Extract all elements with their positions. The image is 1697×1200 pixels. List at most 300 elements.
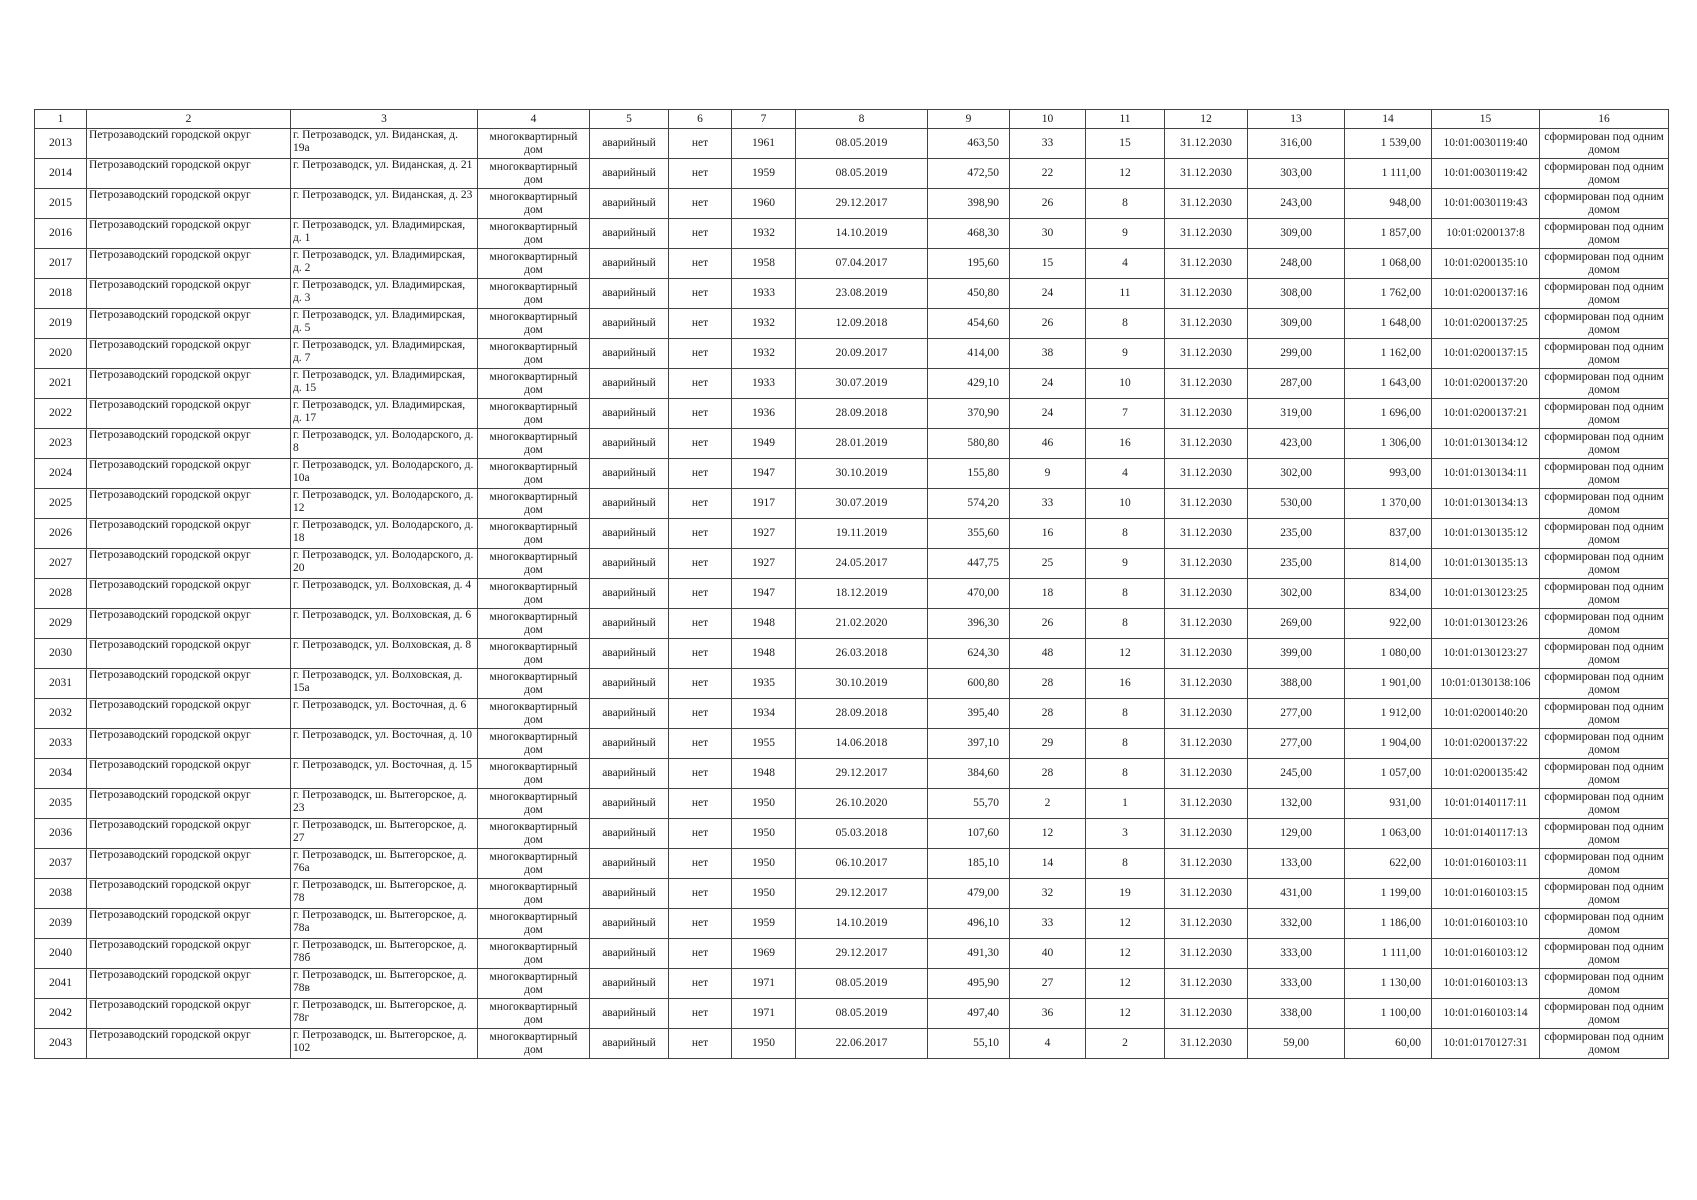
address-cell: г. Петрозаводск, ул. Владимирская, д. 17 (291, 399, 478, 429)
relocation-deadline-cell: 31.12.2030 (1165, 699, 1248, 729)
column-number-cell: 3 (291, 110, 478, 129)
recognition-date-cell: 29.12.2017 (796, 189, 928, 219)
recognition-date-cell: 18.12.2019 (796, 579, 928, 609)
total-area-cell: 396,30 (928, 609, 1010, 639)
building-type-cell: многоквартирный дом (478, 219, 590, 249)
residents-count-cell: 12 (1010, 819, 1086, 849)
condition-cell: аварийный (590, 909, 669, 939)
condition-cell: аварийный (590, 429, 669, 459)
column-number-cell: 7 (732, 110, 796, 129)
cadastral-number-cell: 10:01:0130134:12 (1432, 429, 1540, 459)
year-built-cell: 1950 (732, 1029, 796, 1059)
residents-count-cell: 26 (1010, 609, 1086, 639)
table-row (35, 549, 1669, 579)
column-number-cell: 6 (669, 110, 732, 129)
address-cell: г. Петрозаводск, ул. Владимирская, д. 3 (291, 279, 478, 309)
cadastral-value-cell: 834,00 (1345, 579, 1432, 609)
municipality-cell: Петрозаводский городской округ (87, 729, 291, 759)
condition-cell: аварийный (590, 309, 669, 339)
building-type-cell: многоквартирный дом (478, 759, 590, 789)
municipality-cell: Петрозаводский городской округ (87, 489, 291, 519)
residents-count-cell: 48 (1010, 639, 1086, 669)
building-type-cell: многоквартирный дом (478, 519, 590, 549)
recognition-date-cell: 28.01.2019 (796, 429, 928, 459)
municipality-cell: Петрозаводский городской округ (87, 339, 291, 369)
address-cell: г. Петрозаводск, ул. Волховская, д. 6 (291, 609, 478, 639)
condition-cell: аварийный (590, 1029, 669, 1059)
table-row (35, 489, 1669, 519)
row-number-cell: 2028 (35, 579, 87, 609)
municipality-cell: Петрозаводский городской округ (87, 939, 291, 969)
cadastral-value-cell: 1 199,00 (1345, 879, 1432, 909)
condition-cell: аварийный (590, 849, 669, 879)
year-built-cell: 1950 (732, 819, 796, 849)
address-cell: г. Петрозаводск, ул. Володарского, д. 10а (291, 459, 478, 489)
apartments-count-cell: 12 (1086, 639, 1165, 669)
land-plot-status-cell: сформирован под одним домом (1540, 909, 1669, 939)
table-row (35, 669, 1669, 699)
land-area-cell: 299,00 (1248, 339, 1345, 369)
year-built-cell: 1932 (732, 339, 796, 369)
condition-cell: аварийный (590, 579, 669, 609)
residents-count-cell: 30 (1010, 219, 1086, 249)
land-plot-status-cell: сформирован под одним домом (1540, 609, 1669, 639)
relocation-deadline-cell: 31.12.2030 (1165, 909, 1248, 939)
year-built-cell: 1949 (732, 429, 796, 459)
table-row (35, 999, 1669, 1029)
building-type-cell: многоквартирный дом (478, 189, 590, 219)
apartments-count-cell: 1 (1086, 789, 1165, 819)
address-cell: г. Петрозаводск, ш. Вытегорское, д. 76а (291, 849, 478, 879)
recognition-date-cell: 30.10.2019 (796, 459, 928, 489)
residents-count-cell: 24 (1010, 399, 1086, 429)
land-area-cell: 319,00 (1248, 399, 1345, 429)
total-area-cell: 395,40 (928, 699, 1010, 729)
cadastral-number-cell: 10:01:0030119:42 (1432, 159, 1540, 189)
relocation-deadline-cell: 31.12.2030 (1165, 369, 1248, 399)
apartments-count-cell: 12 (1086, 159, 1165, 189)
apartments-count-cell: 8 (1086, 849, 1165, 879)
cadastral-value-cell: 1 111,00 (1345, 939, 1432, 969)
residents-count-cell: 29 (1010, 729, 1086, 759)
land-area-cell: 277,00 (1248, 699, 1345, 729)
recognition-date-cell: 30.10.2019 (796, 669, 928, 699)
condition-cell: аварийный (590, 609, 669, 639)
relocation-deadline-cell: 31.12.2030 (1165, 609, 1248, 639)
relocation-flag-cell: нет (669, 279, 732, 309)
housing-register-table (34, 109, 1669, 1059)
cadastral-number-cell: 10:01:0200137:15 (1432, 339, 1540, 369)
row-number-cell: 2015 (35, 189, 87, 219)
cadastral-value-cell: 1 068,00 (1345, 249, 1432, 279)
municipality-cell: Петрозаводский городской округ (87, 579, 291, 609)
municipality-cell: Петрозаводский городской округ (87, 309, 291, 339)
address-cell: г. Петрозаводск, ул. Восточная, д. 10 (291, 729, 478, 759)
year-built-cell: 1971 (732, 999, 796, 1029)
row-number-cell: 2040 (35, 939, 87, 969)
relocation-flag-cell: нет (669, 759, 732, 789)
column-number-cell: 1 (35, 110, 87, 129)
residents-count-cell: 14 (1010, 849, 1086, 879)
address-cell: г. Петрозаводск, ул. Володарского, д. 8 (291, 429, 478, 459)
municipality-cell: Петрозаводский городской округ (87, 909, 291, 939)
cadastral-number-cell: 10:01:0200135:10 (1432, 249, 1540, 279)
residents-count-cell: 46 (1010, 429, 1086, 459)
year-built-cell: 1950 (732, 879, 796, 909)
recognition-date-cell: 24.05.2017 (796, 549, 928, 579)
relocation-flag-cell: нет (669, 939, 732, 969)
relocation-deadline-cell: 31.12.2030 (1165, 129, 1248, 159)
cadastral-number-cell: 10:01:0200135:42 (1432, 759, 1540, 789)
residents-count-cell: 22 (1010, 159, 1086, 189)
year-built-cell: 1971 (732, 969, 796, 999)
year-built-cell: 1960 (732, 189, 796, 219)
apartments-count-cell: 3 (1086, 819, 1165, 849)
relocation-flag-cell: нет (669, 369, 732, 399)
cadastral-number-cell: 10:01:0130123:27 (1432, 639, 1540, 669)
cadastral-value-cell: 1 057,00 (1345, 759, 1432, 789)
total-area-cell: 479,00 (928, 879, 1010, 909)
cadastral-value-cell: 60,00 (1345, 1029, 1432, 1059)
year-built-cell: 1948 (732, 759, 796, 789)
apartments-count-cell: 8 (1086, 519, 1165, 549)
cadastral-value-cell: 837,00 (1345, 519, 1432, 549)
building-type-cell: многоквартирный дом (478, 579, 590, 609)
table-row (35, 1029, 1669, 1059)
apartments-count-cell: 8 (1086, 609, 1165, 639)
year-built-cell: 1917 (732, 489, 796, 519)
column-number-cell: 12 (1165, 110, 1248, 129)
land-plot-status-cell: сформирован под одним домом (1540, 999, 1669, 1029)
land-plot-status-cell: сформирован под одним домом (1540, 549, 1669, 579)
total-area-cell: 384,60 (928, 759, 1010, 789)
building-type-cell: многоквартирный дом (478, 549, 590, 579)
address-cell: г. Петрозаводск, ш. Вытегорское, д. 78а (291, 909, 478, 939)
cadastral-number-cell: 10:01:0200137:21 (1432, 399, 1540, 429)
cadastral-number-cell: 10:01:0160103:12 (1432, 939, 1540, 969)
relocation-flag-cell: нет (669, 459, 732, 489)
municipality-cell: Петрозаводский городской округ (87, 189, 291, 219)
row-number-cell: 2020 (35, 339, 87, 369)
residents-count-cell: 15 (1010, 249, 1086, 279)
relocation-deadline-cell: 31.12.2030 (1165, 969, 1248, 999)
cadastral-number-cell: 10:01:0200137:20 (1432, 369, 1540, 399)
cadastral-value-cell: 1 063,00 (1345, 819, 1432, 849)
land-plot-status-cell: сформирован под одним домом (1540, 489, 1669, 519)
municipality-cell: Петрозаводский городской округ (87, 279, 291, 309)
condition-cell: аварийный (590, 459, 669, 489)
relocation-flag-cell: нет (669, 399, 732, 429)
table-row (35, 909, 1669, 939)
table-row (35, 879, 1669, 909)
year-built-cell: 1947 (732, 579, 796, 609)
table-row (35, 819, 1669, 849)
address-cell: г. Петрозаводск, ш. Вытегорское, д. 78 (291, 879, 478, 909)
condition-cell: аварийный (590, 399, 669, 429)
table-row (35, 249, 1669, 279)
address-cell: г. Петрозаводск, ул. Володарского, д. 20 (291, 549, 478, 579)
building-type-cell: многоквартирный дом (478, 339, 590, 369)
apartments-count-cell: 8 (1086, 759, 1165, 789)
relocation-flag-cell: нет (669, 999, 732, 1029)
apartments-count-cell: 8 (1086, 189, 1165, 219)
recognition-date-cell: 20.09.2017 (796, 339, 928, 369)
row-number-cell: 2026 (35, 519, 87, 549)
land-plot-status-cell: сформирован под одним домом (1540, 129, 1669, 159)
total-area-cell: 497,40 (928, 999, 1010, 1029)
row-number-cell: 2030 (35, 639, 87, 669)
total-area-cell: 55,10 (928, 1029, 1010, 1059)
table-row (35, 339, 1669, 369)
address-cell: г. Петрозаводск, ш. Вытегорское, д. 78б (291, 939, 478, 969)
condition-cell: аварийный (590, 369, 669, 399)
address-cell: г. Петрозаводск, ул. Владимирская, д. 2 (291, 249, 478, 279)
cadastral-number-cell: 10:01:0170127:31 (1432, 1029, 1540, 1059)
relocation-deadline-cell: 31.12.2030 (1165, 999, 1248, 1029)
municipality-cell: Петрозаводский городской округ (87, 249, 291, 279)
row-number-cell: 2027 (35, 549, 87, 579)
land-area-cell: 59,00 (1248, 1029, 1345, 1059)
total-area-cell: 624,30 (928, 639, 1010, 669)
apartments-count-cell: 12 (1086, 939, 1165, 969)
condition-cell: аварийный (590, 759, 669, 789)
land-plot-status-cell: сформирован под одним домом (1540, 729, 1669, 759)
residents-count-cell: 2 (1010, 789, 1086, 819)
total-area-cell: 398,90 (928, 189, 1010, 219)
column-number-cell: 16 (1540, 110, 1669, 129)
land-area-cell: 302,00 (1248, 579, 1345, 609)
table-row (35, 609, 1669, 639)
land-plot-status-cell: сформирован под одним домом (1540, 579, 1669, 609)
relocation-flag-cell: нет (669, 609, 732, 639)
land-area-cell: 399,00 (1248, 639, 1345, 669)
land-plot-status-cell: сформирован под одним домом (1540, 339, 1669, 369)
cadastral-number-cell: 10:01:0130134:13 (1432, 489, 1540, 519)
address-cell: г. Петрозаводск, ул. Володарского, д. 12 (291, 489, 478, 519)
row-number-cell: 2039 (35, 909, 87, 939)
column-number-cell: 8 (796, 110, 928, 129)
recognition-date-cell: 26.03.2018 (796, 639, 928, 669)
row-number-cell: 2018 (35, 279, 87, 309)
residents-count-cell: 26 (1010, 309, 1086, 339)
recognition-date-cell: 30.07.2019 (796, 489, 928, 519)
apartments-count-cell: 9 (1086, 219, 1165, 249)
year-built-cell: 1947 (732, 459, 796, 489)
condition-cell: аварийный (590, 549, 669, 579)
building-type-cell: многоквартирный дом (478, 969, 590, 999)
relocation-flag-cell: нет (669, 249, 732, 279)
table-row (35, 939, 1669, 969)
apartments-count-cell: 9 (1086, 549, 1165, 579)
row-number-cell: 2038 (35, 879, 87, 909)
relocation-flag-cell: нет (669, 489, 732, 519)
land-plot-status-cell: сформирован под одним домом (1540, 849, 1669, 879)
table-row (35, 789, 1669, 819)
apartments-count-cell: 10 (1086, 369, 1165, 399)
relocation-deadline-cell: 31.12.2030 (1165, 459, 1248, 489)
row-number-cell: 2037 (35, 849, 87, 879)
condition-cell: аварийный (590, 279, 669, 309)
table-row (35, 429, 1669, 459)
year-built-cell: 1948 (732, 609, 796, 639)
cadastral-value-cell: 948,00 (1345, 189, 1432, 219)
land-plot-status-cell: сформирован под одним домом (1540, 309, 1669, 339)
total-area-cell: 600,80 (928, 669, 1010, 699)
residents-count-cell: 9 (1010, 459, 1086, 489)
cadastral-number-cell: 10:01:0160103:13 (1432, 969, 1540, 999)
land-plot-status-cell: сформирован под одним домом (1540, 249, 1669, 279)
condition-cell: аварийный (590, 219, 669, 249)
apartments-count-cell: 11 (1086, 279, 1165, 309)
cadastral-number-cell: 10:01:0160103:15 (1432, 879, 1540, 909)
relocation-deadline-cell: 31.12.2030 (1165, 399, 1248, 429)
land-area-cell: 303,00 (1248, 159, 1345, 189)
column-number-cell: 13 (1248, 110, 1345, 129)
row-number-cell: 2041 (35, 969, 87, 999)
recognition-date-cell: 08.05.2019 (796, 129, 928, 159)
relocation-flag-cell: нет (669, 969, 732, 999)
apartments-count-cell: 19 (1086, 879, 1165, 909)
relocation-deadline-cell: 31.12.2030 (1165, 639, 1248, 669)
relocation-deadline-cell: 31.12.2030 (1165, 339, 1248, 369)
recognition-date-cell: 30.07.2019 (796, 369, 928, 399)
land-plot-status-cell: сформирован под одним домом (1540, 159, 1669, 189)
cadastral-number-cell: 10:01:0160103:11 (1432, 849, 1540, 879)
building-type-cell: многоквартирный дом (478, 879, 590, 909)
cadastral-number-cell: 10:01:0200137:8 (1432, 219, 1540, 249)
total-area-cell: 580,80 (928, 429, 1010, 459)
address-cell: г. Петрозаводск, ш. Вытегорское, д. 78г (291, 999, 478, 1029)
cadastral-value-cell: 1 130,00 (1345, 969, 1432, 999)
building-type-cell: многоквартирный дом (478, 939, 590, 969)
cadastral-number-cell: 10:01:0200140:20 (1432, 699, 1540, 729)
table-row (35, 699, 1669, 729)
condition-cell: аварийный (590, 519, 669, 549)
year-built-cell: 1927 (732, 549, 796, 579)
address-cell: г. Петрозаводск, ш. Вытегорское, д. 78в (291, 969, 478, 999)
year-built-cell: 1935 (732, 669, 796, 699)
relocation-deadline-cell: 31.12.2030 (1165, 819, 1248, 849)
municipality-cell: Петрозаводский городской округ (87, 549, 291, 579)
relocation-deadline-cell: 31.12.2030 (1165, 279, 1248, 309)
land-plot-status-cell: сформирован под одним домом (1540, 639, 1669, 669)
land-area-cell: 423,00 (1248, 429, 1345, 459)
municipality-cell: Петрозаводский городской округ (87, 219, 291, 249)
municipality-cell: Петрозаводский городской округ (87, 699, 291, 729)
condition-cell: аварийный (590, 939, 669, 969)
relocation-deadline-cell: 31.12.2030 (1165, 429, 1248, 459)
municipality-cell: Петрозаводский городской округ (87, 789, 291, 819)
land-area-cell: 333,00 (1248, 969, 1345, 999)
table-row (35, 159, 1669, 189)
apartments-count-cell: 8 (1086, 699, 1165, 729)
land-area-cell: 309,00 (1248, 309, 1345, 339)
row-number-cell: 2036 (35, 819, 87, 849)
column-number-cell: 14 (1345, 110, 1432, 129)
residents-count-cell: 28 (1010, 669, 1086, 699)
building-type-cell: многоквартирный дом (478, 849, 590, 879)
cadastral-value-cell: 1 162,00 (1345, 339, 1432, 369)
total-area-cell: 472,50 (928, 159, 1010, 189)
address-cell: г. Петрозаводск, ул. Волховская, д. 4 (291, 579, 478, 609)
condition-cell: аварийный (590, 999, 669, 1029)
land-plot-status-cell: сформирован под одним домом (1540, 219, 1669, 249)
building-type-cell: многоквартирный дом (478, 819, 590, 849)
cadastral-value-cell: 814,00 (1345, 549, 1432, 579)
municipality-cell: Петрозаводский городской округ (87, 849, 291, 879)
relocation-deadline-cell: 31.12.2030 (1165, 159, 1248, 189)
row-number-cell: 2014 (35, 159, 87, 189)
municipality-cell: Петрозаводский городской округ (87, 759, 291, 789)
municipality-cell: Петрозаводский городской округ (87, 999, 291, 1029)
column-number-row (35, 110, 1669, 129)
row-number-cell: 2016 (35, 219, 87, 249)
total-area-cell: 195,60 (928, 249, 1010, 279)
land-area-cell: 316,00 (1248, 129, 1345, 159)
relocation-flag-cell: нет (669, 1029, 732, 1059)
total-area-cell: 397,10 (928, 729, 1010, 759)
column-number-cell: 15 (1432, 110, 1540, 129)
row-number-cell: 2017 (35, 249, 87, 279)
residents-count-cell: 33 (1010, 489, 1086, 519)
relocation-flag-cell: нет (669, 549, 732, 579)
cadastral-value-cell: 1 648,00 (1345, 309, 1432, 339)
relocation-flag-cell: нет (669, 429, 732, 459)
cadastral-number-cell: 10:01:0130135:13 (1432, 549, 1540, 579)
land-area-cell: 269,00 (1248, 609, 1345, 639)
land-plot-status-cell: сформирован под одним домом (1540, 399, 1669, 429)
building-type-cell: многоквартирный дом (478, 729, 590, 759)
recognition-date-cell: 26.10.2020 (796, 789, 928, 819)
total-area-cell: 468,30 (928, 219, 1010, 249)
relocation-deadline-cell: 31.12.2030 (1165, 249, 1248, 279)
land-area-cell: 333,00 (1248, 939, 1345, 969)
cadastral-value-cell: 1 857,00 (1345, 219, 1432, 249)
building-type-cell: многоквартирный дом (478, 999, 590, 1029)
year-built-cell: 1950 (732, 789, 796, 819)
cadastral-value-cell: 1 643,00 (1345, 369, 1432, 399)
year-built-cell: 1932 (732, 219, 796, 249)
recognition-date-cell: 19.11.2019 (796, 519, 928, 549)
recognition-date-cell: 28.09.2018 (796, 399, 928, 429)
relocation-flag-cell: нет (669, 129, 732, 159)
apartments-count-cell: 12 (1086, 909, 1165, 939)
building-type-cell: многоквартирный дом (478, 489, 590, 519)
recognition-date-cell: 08.05.2019 (796, 159, 928, 189)
residents-count-cell: 28 (1010, 699, 1086, 729)
land-area-cell: 248,00 (1248, 249, 1345, 279)
relocation-flag-cell: нет (669, 519, 732, 549)
relocation-deadline-cell: 31.12.2030 (1165, 219, 1248, 249)
cadastral-number-cell: 10:01:0030119:43 (1432, 189, 1540, 219)
municipality-cell: Петрозаводский городской округ (87, 129, 291, 159)
cadastral-value-cell: 1 370,00 (1345, 489, 1432, 519)
condition-cell: аварийный (590, 819, 669, 849)
land-area-cell: 309,00 (1248, 219, 1345, 249)
land-plot-status-cell: сформирован под одним домом (1540, 279, 1669, 309)
condition-cell: аварийный (590, 669, 669, 699)
apartments-count-cell: 7 (1086, 399, 1165, 429)
table-row (35, 579, 1669, 609)
apartments-count-cell: 4 (1086, 459, 1165, 489)
recognition-date-cell: 14.06.2018 (796, 729, 928, 759)
row-number-cell: 2042 (35, 999, 87, 1029)
building-type-cell: многоквартирный дом (478, 279, 590, 309)
cadastral-value-cell: 1 912,00 (1345, 699, 1432, 729)
total-area-cell: 55,70 (928, 789, 1010, 819)
recognition-date-cell: 29.12.2017 (796, 939, 928, 969)
municipality-cell: Петрозаводский городской округ (87, 399, 291, 429)
